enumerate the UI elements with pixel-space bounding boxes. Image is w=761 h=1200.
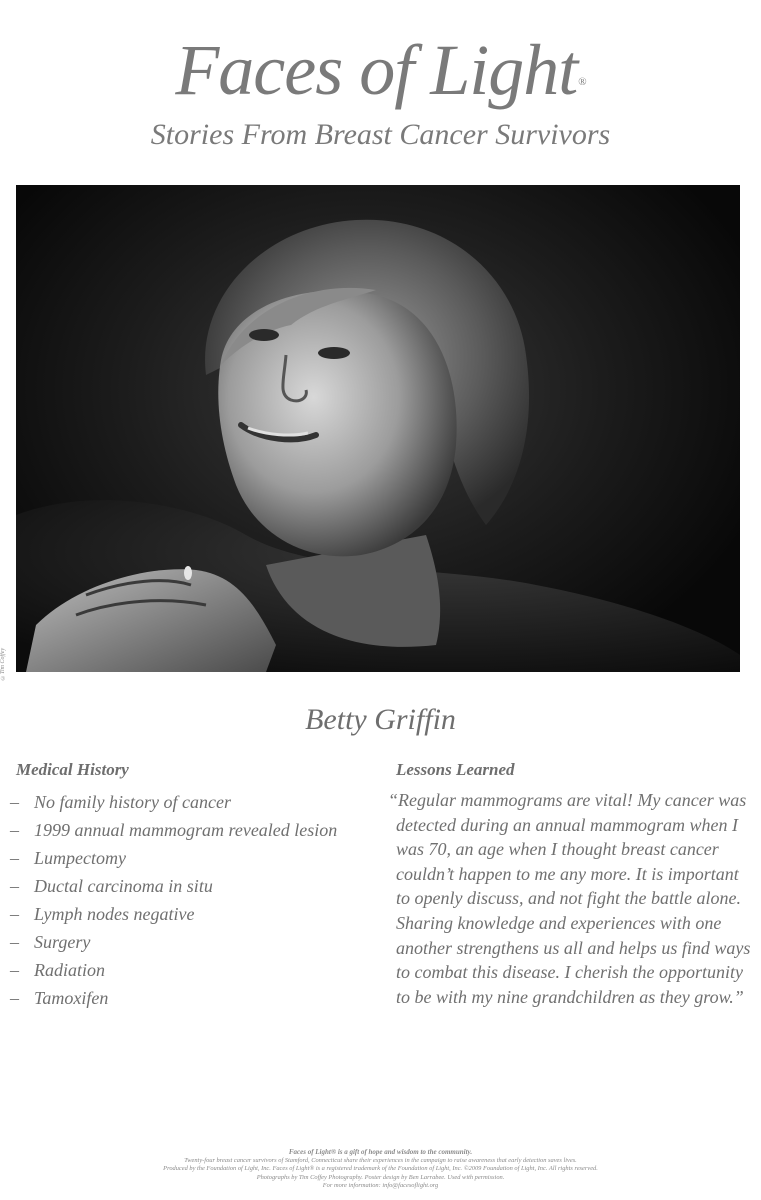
footer-line: Produced by the Foundation of Light, Inc. Faces of Light® is a registered trademark of the Foundation of Light, Inc. ©2009 Foundation of Light, Inc. All rights reserved. [163,1165,598,1173]
poster-title [0,30,761,110]
list-item: – Tamoxifen [10,988,109,1008]
title-text: Faces of Light [175,30,578,110]
lessons-learned-heading: Lessons Learned [396,760,515,779]
registered-mark: ® [578,76,586,88]
medical-history-list [10,788,370,1012]
list-item: – Ductal carcinoma in situ [10,876,213,896]
medical-history-heading: Medical History [16,760,129,779]
list-item: – No family history of cancer [10,792,231,812]
list-item: – Surgery [10,932,91,952]
survivor-name: Betty Griffin [305,703,456,736]
footer-line: Twenty-four breast cancer survivors of Stamford, Connecticut share their experiences in the campaign to raise awareness that early detection saves lives. [184,1156,577,1164]
list-item: – 1999 annual mammogram revealed lesion [10,820,338,840]
lessons-learned-quote: “Regular mammograms are vital! My cancer was detected during an annual mammogram when I was 70, an age when I thought breast cancer couldn’t happen to me any more. It is important to openly discuss, and not fight the battle alone. Sharing knowledge and experiences with one another strengthens us all and helps us find ways to combat this disease. I cherish the opportunity to be with my nine grandchildren as they grow.” [388,790,751,1007]
list-item: – Lymph nodes negative [10,904,195,924]
list-item: – Lumpectomy [10,848,126,868]
footer-line: Photographs by Tim Coffey Photography. Poster design by Ben Larrabee. Used with permission. [256,1173,505,1181]
poster-subtitle: Stories From Breast Cancer Survivors [150,118,611,151]
footer-line: Faces of Light® is a gift of hope and wisdom to the community. [288,1148,473,1156]
footer [0,1148,761,1191]
portrait-illustration [16,185,740,672]
footer-contact: For more information: info@facesoflight.org [322,1182,439,1190]
list-item: – Radiation [10,960,105,980]
photo-credit: ©Tim Coffey [0,647,6,680]
portrait-photo [16,185,740,672]
